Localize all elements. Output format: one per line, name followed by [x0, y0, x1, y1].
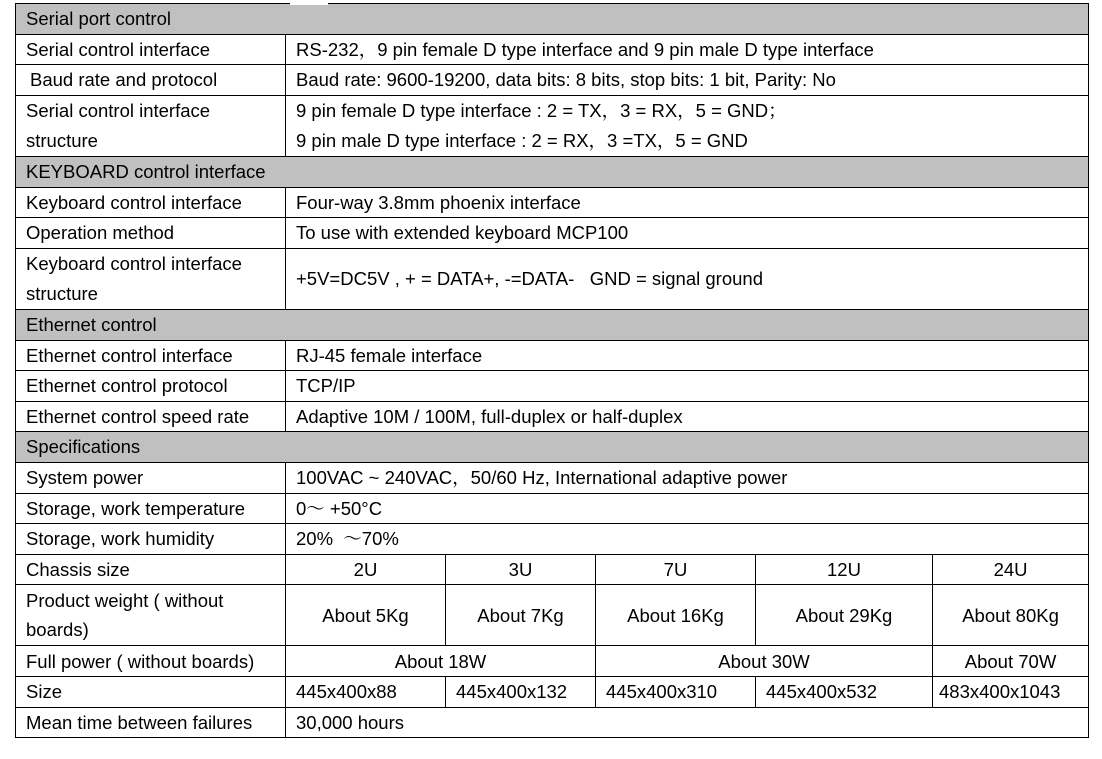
chassis-size-cell: 24U [933, 554, 1089, 585]
full-power-cell: About 30W [596, 646, 933, 677]
row-value: 100VAC ~ 240VAC，50/60 Hz, International adaptive power [286, 462, 1089, 493]
row-value [286, 95, 1089, 156]
weight-cell: About 16Kg [596, 585, 756, 646]
row-value: Four-way 3.8mm phoenix interface [286, 187, 1089, 218]
section-row-specifications [16, 432, 1089, 463]
row-value: Baud rate: 9600-19200, data bits: 8 bits, stop bits: 1 bit, Parity: No [286, 65, 1089, 96]
table-row [16, 401, 1089, 432]
table-row [16, 65, 1089, 96]
table-row [16, 248, 1089, 309]
section-row-ethernet [16, 309, 1089, 340]
row-label-line: Serial control interface [26, 100, 211, 122]
row-value: To use with extended keyboard MCP100 [286, 218, 1089, 249]
section-title-ethernet: Ethernet control [16, 309, 1089, 340]
row-label-line: structure [26, 129, 98, 151]
chassis-size-cell: 12U [756, 554, 933, 585]
row-label: Storage, work temperature [16, 493, 286, 524]
table-row [16, 462, 1089, 493]
row-label: Mean time between failures [16, 707, 286, 738]
size-cell: 483x400x1043 [933, 677, 1089, 708]
table-row [16, 340, 1089, 371]
row-label: Chassis size [16, 554, 286, 585]
section-title-serial: Serial port control [16, 4, 1089, 35]
row-label: Ethernet control protocol [16, 371, 286, 402]
weight-cell: About 7Kg [446, 585, 596, 646]
table-row [16, 187, 1089, 218]
top-border-gap [290, 0, 328, 5]
weight-cell: About 5Kg [286, 585, 446, 646]
row-label: Full power ( without boards) [16, 646, 286, 677]
table-row [16, 493, 1089, 524]
row-value: Adaptive 10M / 100M, full-duplex or half-duplex [286, 401, 1089, 432]
row-label: System power [16, 462, 286, 493]
row-value-line: 9 pin female D type interface : 2 = TX，3 = RX，5 = GND； [296, 100, 787, 122]
chassis-size-cell: 2U [286, 554, 446, 585]
row-value: TCP/IP [286, 371, 1089, 402]
row-label: Operation method [16, 218, 286, 249]
size-cell: 445x400x88 [286, 677, 446, 708]
table-row [16, 707, 1089, 738]
row-label-line: boards) [26, 619, 89, 641]
chassis-size-cell: 7U [596, 554, 756, 585]
row-value: 30,000 hours [286, 707, 1089, 738]
weight-cell: About 29Kg [756, 585, 933, 646]
row-label: Baud rate and protocol [16, 65, 286, 96]
table-row [16, 524, 1089, 555]
row-label: Size [16, 677, 286, 708]
table-row [16, 371, 1089, 402]
row-value-line: 9 pin male D type interface : 2 = RX，3 =TX，5 = GND [296, 129, 748, 151]
full-power-cell: About 18W [286, 646, 596, 677]
row-label-line: Product weight ( without [26, 589, 224, 611]
section-title-specifications: Specifications [16, 432, 1089, 463]
section-row-serial [16, 4, 1089, 35]
size-cell: 445x400x132 [446, 677, 596, 708]
row-label-line: Keyboard control interface [26, 253, 242, 275]
size-cell: 445x400x532 [756, 677, 933, 708]
chassis-size-cell: 3U [446, 554, 596, 585]
size-cell: 445x400x310 [596, 677, 756, 708]
row-label: Ethernet control interface [16, 340, 286, 371]
table-row [16, 585, 1089, 646]
table-row [16, 34, 1089, 65]
weight-cell: About 80Kg [933, 585, 1089, 646]
row-label: Serial control interface [16, 34, 286, 65]
row-value: 20% ～70% [286, 524, 1089, 555]
row-label [16, 95, 286, 156]
row-label [16, 585, 286, 646]
table-row [16, 95, 1089, 156]
specification-table [15, 3, 1089, 738]
row-label [16, 248, 286, 309]
section-title-keyboard: KEYBOARD control interface [16, 156, 1089, 187]
table-row [16, 646, 1089, 677]
row-value: RJ-45 female interface [286, 340, 1089, 371]
row-value: RS-232，9 pin female D type interface and 9 pin male D type interface [286, 34, 1089, 65]
full-power-cell: About 70W [933, 646, 1089, 677]
row-label-line: structure [26, 282, 98, 304]
row-label: Ethernet control speed rate [16, 401, 286, 432]
row-label: Keyboard control interface [16, 187, 286, 218]
row-value: 0～ +50°C [286, 493, 1089, 524]
row-label: Storage, work humidity [16, 524, 286, 555]
table-row [16, 677, 1089, 708]
table-row [16, 554, 1089, 585]
table-row [16, 218, 1089, 249]
section-row-keyboard [16, 156, 1089, 187]
row-value: +5V=DC5V , + = DATA+, -=DATA- GND = signal ground [286, 248, 1089, 309]
